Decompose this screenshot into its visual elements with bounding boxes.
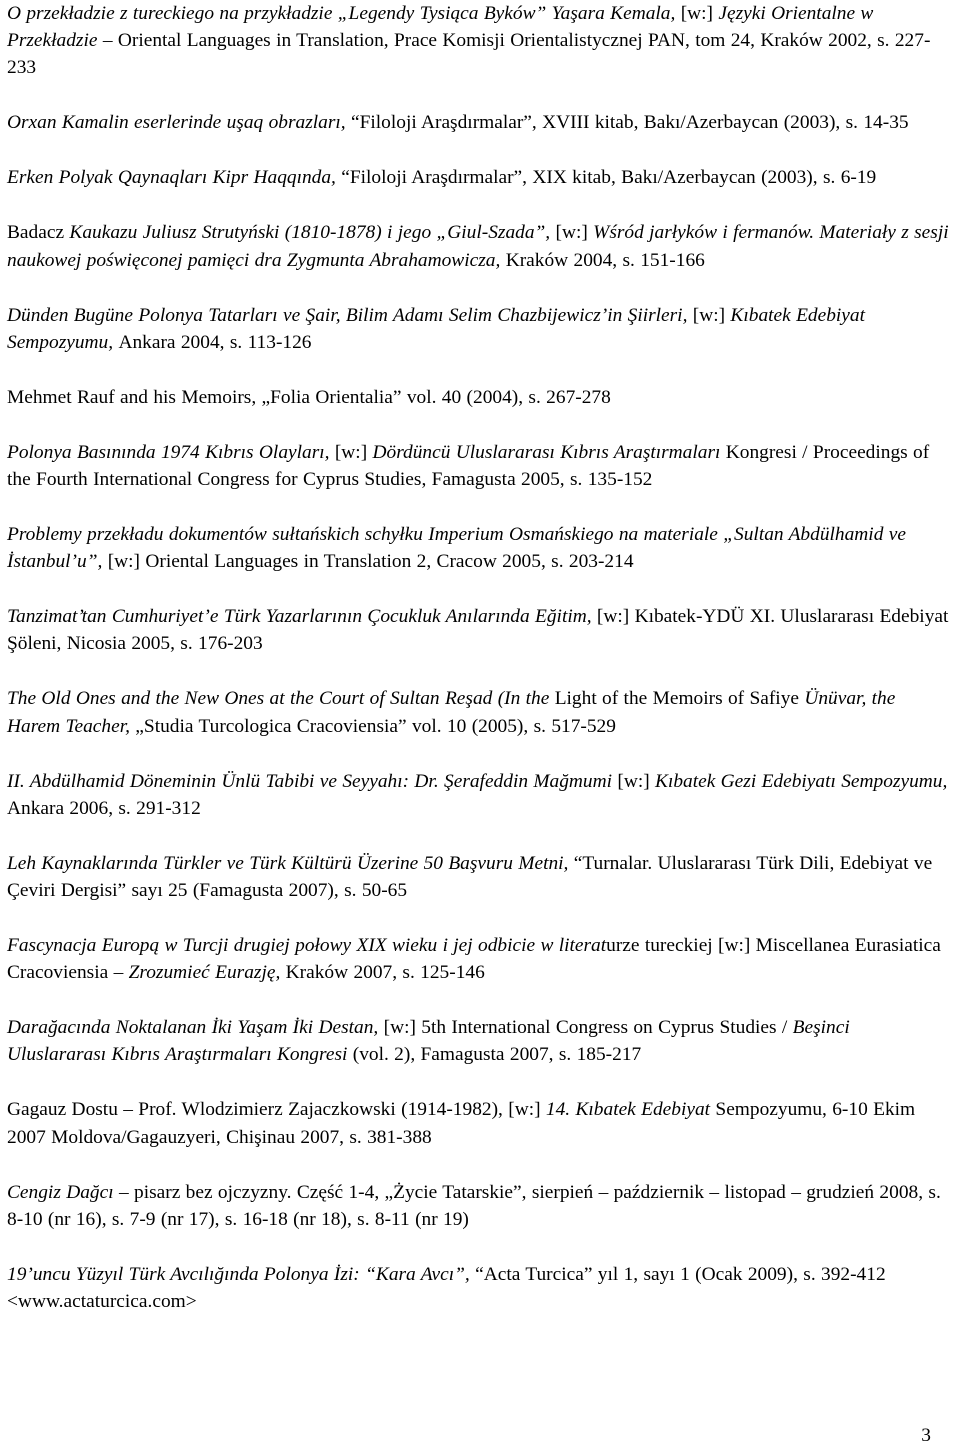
bibliography-entry [7,850,953,904]
entry-text: “Filoloji Araşdırmalar”, XVIII kitab, Bakı/Azerbaycan (2003), s. 14-35 [351,112,909,134]
bibliography-entry [7,768,953,822]
entry-text: Mehmet Rauf and his Memoirs, „Folia Orientalia” vol. 40 (2004), s. 267-278 [7,386,611,408]
entry-title-text: Orxan Kamalin eserlerinde uşaq obrazları, [7,112,351,134]
entry-title-text: The Old Ones and the New Ones at the Court of Sultan Reşad (In the [7,688,555,710]
entry-text: [w:] Oriental Languages in Translation 2, Cracow 2005, s. 203-214 [107,551,634,573]
entry-title-text: Problemy przekładu dokumentów sułtańskich schyłku Imperium Osmańskiego na materiale „Sultan Abdülhamid ve İstanbul’u”, [7,524,906,573]
entry-title-text: Kıbatek Gezi Edebiyatı Sempozyumu, [655,770,948,792]
entry-text: [w:] [680,3,719,24]
entry-title-text: Wśród jarłyków i fermanów. Materiały z sesji naukowej poświęconej pamięci dra Zygmunta Abrahamowicza, [7,222,949,271]
bibliography-entry [7,439,953,493]
entry-title-text: Beşinci Uluslararası Kıbrıs Araştırmaları Kongresi [7,1017,850,1066]
entry-title-text: Tanzimat’tan Cumhuriyet’e Türk Yazarlarının Çocukluk Anılarında Eğitim, [7,606,597,628]
entry-title-text: O przekładzie z tureckiego na przykładzie „Legendy Tysiąca Byków” Yaşara Kemala, [7,3,681,24]
entry-text: “Filoloji Araşdırmalar”, XIX kitab, Bakı/Azerbaycan (2003), s. 6-19 [341,167,877,189]
bibliography-entry [7,932,953,986]
entry-title-text: 14. Kıbatek Edebiyat [545,1099,716,1121]
entry-text: “Acta Turcica” yıl 1, sayı 1 (Ocak 2009), s. 392-412 <www.actaturcica.com> [7,1263,886,1313]
entry-title-text: Dünden Bugüne Polonya Tatarları ve Şair, Bilim Adamı Selim Chazbijewicz’in Şiirleri, [7,304,693,326]
bibliography-entry [7,1014,953,1068]
bibliography-entry [7,384,953,411]
entry-text: „Studia Turcologica Cracoviensia” vol. 10 (2005), s. 517-529 [135,715,616,737]
entry-text: Gagauz Dostu – Prof. Wlodzimierz Zajaczkowski (1914-1982), [w:] [7,1099,546,1121]
entry-title-text: 19’uncu Yüzyıl Türk Avcılığında Polonya İzi: “Kara Avcı”, [7,1263,476,1285]
entry-text: Light of the Memoirs of Safiye [554,688,805,710]
entry-text: [w:] [692,304,731,326]
entry-text: Ankara 2006, s. 291-312 [7,797,201,819]
entry-text: [w:] [617,770,656,792]
entry-text: pisarz bez ojczyzny. Część 1-4, „Życie Tatarskie”, sierpień – październik – listopad – grudzień 2008, s. 8-10 (nr 16), s. 7-9 (nr 17), s. 16-18 (nr 18), s. 8-11 (nr 19) [7,1181,941,1230]
entry-text: [w:] Kıbatek-YDÜ XI. Uluslararası Edebiyat Şöleni, Nicosia 2005, s. 176-203 [7,606,949,655]
entry-text: [w:] [555,222,594,244]
entry-text: Kraków 2007, s. 125-146 [285,962,485,984]
bibliography-list [7,0,953,1343]
page-number: 3 [921,1425,931,1446]
entry-title-text: Kıbatek Edebiyat Sempozyumu, [7,304,865,353]
entry-text: Kongresi / Proceedings of the Fourth International Congress for Cyprus Studies, Famagusta 2005, s. 135-152 [7,441,930,491]
bibliography-entry [7,685,953,739]
entry-title-text: Erken Polyak Qaynaqları Kipr Haqqında, [7,167,342,189]
entry-text: “Turnalar. Uluslararası Türk Dili, Edebiyat ve Çeviri Dergisi” sayı 25 (Famagusta 2007), s. 50-65 [7,852,933,902]
entry-text: (vol. 2), Famagusta 2007, s. 185-217 [352,1044,642,1066]
entry-title-text: Ünüvar, the Harem Teacher, [7,688,896,737]
entry-title-text: Darağacında Noktalanan İki Yaşam İki Destan, [7,1017,384,1039]
bibliography-entry [7,1261,953,1315]
entry-text: [w:] [334,441,373,463]
entry-title-text: Kaukazu Juliusz Strutyński (1810-1878) i jego „Giul-Szada”, [69,222,556,244]
bibliography-entry [7,521,953,575]
entry-text: Oriental Languages in Translation, Prace Komisji Orientalistycznej PAN, tom 24, Kraków 2002, s. 227-233 [7,30,931,79]
entry-title-text: Dördüncü Uluslararası Kıbrıs Araştırmaları [372,441,726,463]
entry-title-text: II. Abdülhamid Döneminin Ünlü Tabibi ve Seyyahı: Dr. Şerafeddin Mağmumi [7,770,618,792]
bibliography-entry [7,164,953,191]
bibliography-entry [7,302,953,356]
entry-text: urze tureckiej [w:] Miscellanea Eurasiatica Cracoviensia – [7,935,941,984]
entry-text: Kraków 2004, s. 151-166 [505,249,705,271]
entry-text: Sempozyumu, 6-10 Ekim 2007 Moldova/Gagauzyeri, Chişinau 2007, s. 381-388 [7,1099,916,1148]
entry-title-text: Polonya Basınında 1974 Kıbrıs Olayları, [7,441,335,463]
entry-text: [w:] 5th International Congress on Cyprus Studies / [383,1017,793,1039]
entry-title-text: Cengiz Dağcı – [7,1181,134,1203]
bibliography-entry [7,1096,953,1150]
entry-title-text: Fascynacja Europą w Turcji drugiej połowy XIX wieku i jej odbicie w literat [7,935,607,957]
entry-title-text: Leh Kaynaklarında Türkler ve Türk Kültürü Üzerine 50 Başvuru Metni, [7,852,574,874]
bibliography-entry [7,603,953,657]
entry-text: Ankara 2004, s. 113-126 [118,331,312,353]
bibliography-entry [7,1179,953,1233]
bibliography-entry [7,109,953,136]
bibliography-entry [7,0,953,82]
entry-text: Badacz [7,222,70,244]
bibliography-entry [7,219,953,273]
entry-title-text: Zrozumieć Eurazję, [128,962,286,984]
entry-title-text: Języki Orientalne w Przekładzie – [7,3,874,52]
